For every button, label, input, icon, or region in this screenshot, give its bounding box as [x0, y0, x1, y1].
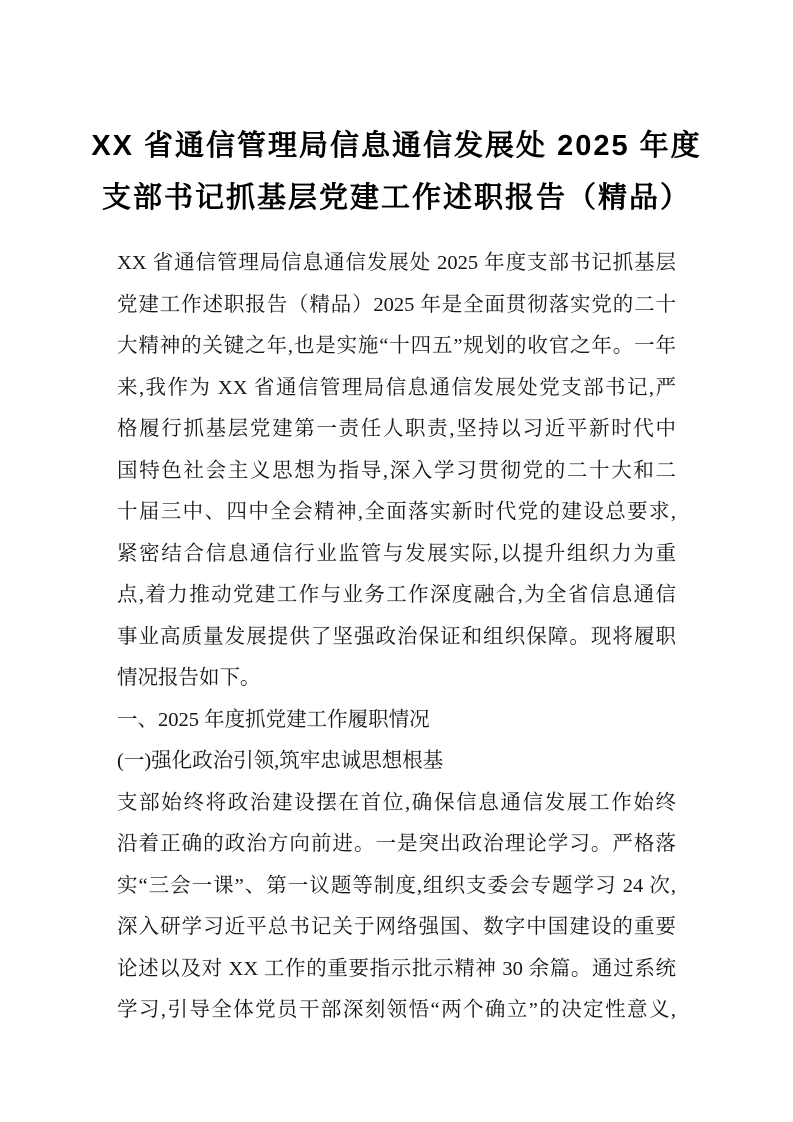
body-text-line: 来,我作为 XX 省通信管理局信息通信发展处党支部书记,严: [117, 376, 676, 399]
body-text-line: 学习,引导全体党员干部深刻领悟“两个确立”的决定性意义,: [117, 999, 676, 1021]
body-text-line: 支部始终将政治建设摆在首位,确保信息通信发展工作始终: [117, 791, 676, 814]
body-text-line: 情况报告如下。: [117, 667, 261, 689]
body-text-line: (一)强化政治引领,筑牢忠诚思想根基: [117, 750, 444, 772]
body-text-line: 格履行抓基层党建第一责任人职责,坚持以习近平新时代中: [117, 418, 676, 440]
body-text-line: 深入研学习近平总书记关于网络强国、数字中国建设的重要: [117, 916, 676, 938]
body-text-line: 一、2025 年度抓党建工作履职情况: [117, 708, 430, 731]
body-text-line: 紧密结合信息通信行业监管与发展实际,以提升组织力为重: [117, 542, 676, 565]
body-text-line: 国特色社会主义思想为指导,深入学习贯彻党的二十大和二: [117, 459, 676, 482]
body-text-line: 论述以及对 XX 工作的重要指示批示精神 30 余篇。通过系统: [117, 957, 676, 980]
body-text-line: 实“三会一课”、第一议题等制度,组织支委会专题学习 24 次,: [117, 874, 676, 897]
document-title: [0, 120, 793, 224]
body-text-line: 大精神的关键之年,也是实施“十四五”规划的收官之年。一年: [117, 335, 676, 357]
body-text-line: 事业高质量发展提供了坚强政治保证和组织保障。现将履职: [117, 625, 676, 648]
body-text-line: 十届三中、四中全会精神,全面落实新时代党的建设总要求,: [117, 501, 676, 523]
document-title-line-2: 支部书记抓基层党建工作述职报告（精品）: [101, 182, 691, 214]
body-text-line: 沿着正确的政治方向前进。一是突出政治理论学习。严格落: [117, 833, 676, 855]
body-text-line: 点,着力推动党建工作与业务工作深度融合,为全省信息通信: [117, 584, 676, 606]
body-text-line: XX 省通信管理局信息通信发展处 2025 年度支部书记抓基层: [117, 252, 676, 274]
body-text-line: 党建工作述职报告（精品）2025 年是全面贯彻落实党的二十: [117, 293, 676, 316]
document-title-line-1: XX 省通信管理局信息通信发展处 2025 年度: [91, 130, 702, 162]
document-body: [117, 243, 676, 1032]
